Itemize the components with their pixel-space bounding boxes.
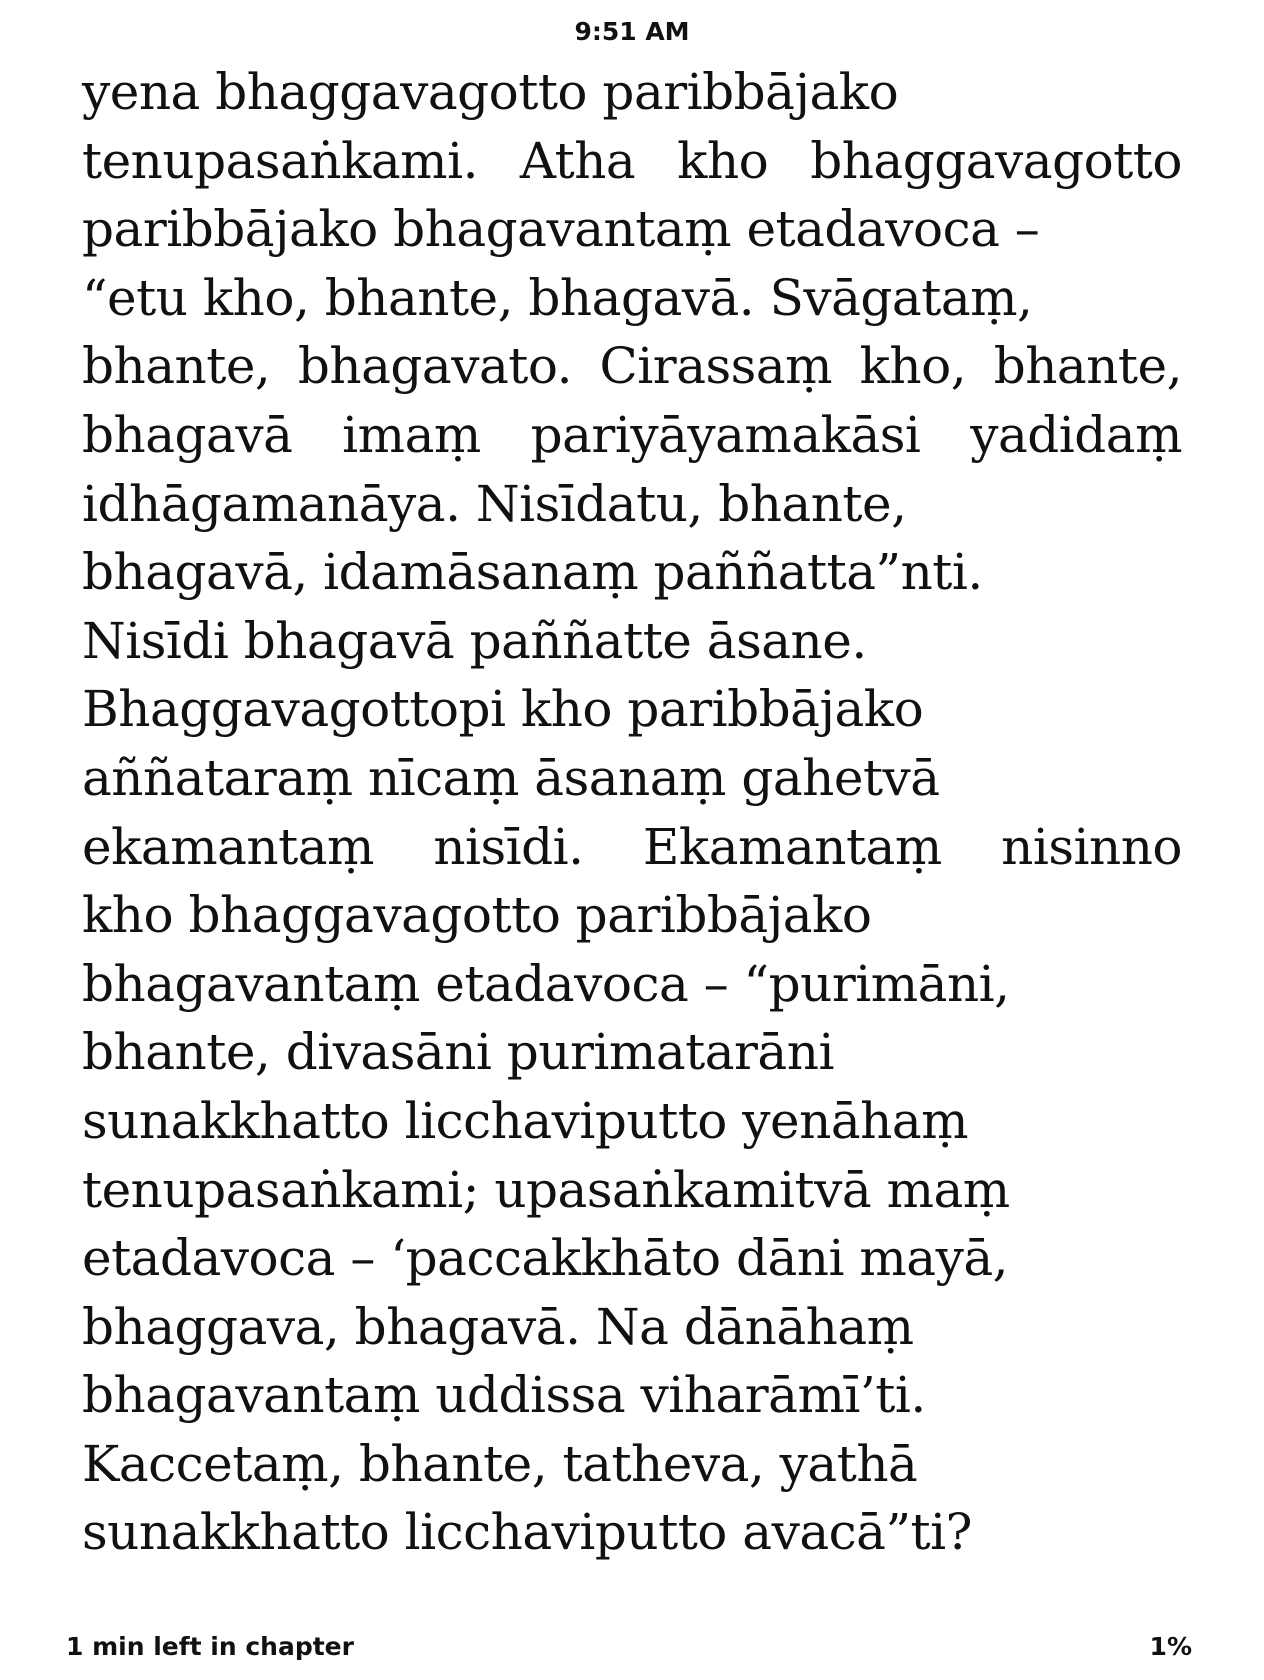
text-line: ekamantaṃ nisīdi. Ekamantaṃ nisinno <box>82 817 1182 876</box>
text-line: sunakkhatto licchaviputto yenāhaṃ <box>82 1091 969 1150</box>
text-line: Kaccetaṃ, bhante, tatheva, yathā <box>82 1434 918 1493</box>
text-line: Bhaggavagottopi kho paribbājako <box>82 680 924 739</box>
text-line: paribbājako bhagavantaṃ etadavoca – <box>82 200 1040 259</box>
text-line: aññataraṃ nīcaṃ āsanaṃ gahetvā <box>82 748 940 807</box>
text-line: bhante, bhagavato. Cirassaṃ kho, bhante, <box>82 337 1182 396</box>
text-line: yena bhaggavagotto paribbājako <box>82 63 899 121</box>
text-line: Nisīdi bhagavā paññatte āsane. <box>82 611 867 670</box>
reading-progress-footer[interactable] <box>0 1627 1264 1667</box>
text-line: bhagavantaṃ etadavoca – “purimāni, <box>82 954 1010 1013</box>
text-line: bhagavā imaṃ pariyāyamakāsi yadidaṃ <box>82 405 1182 464</box>
status-bar <box>0 14 1264 50</box>
text-line: bhaggava, bhagavā. Na dānāhaṃ <box>82 1297 914 1356</box>
text-line: bhagavantaṃ uddissa viharāmī’ti. <box>82 1366 926 1425</box>
text-line: tenupasaṅkami; upasaṅkamitvā maṃ <box>82 1160 1010 1219</box>
book-page-text[interactable] <box>82 58 1182 1567</box>
progress-percent: 1% <box>1149 1632 1192 1661</box>
text-line: sunakkhatto licchaviputto avacā”ti? <box>82 1503 972 1562</box>
text-line: “etu kho, bhante, bhagavā. Svāgataṃ, <box>82 268 1033 327</box>
text-line: idhāgamanāya. Nisīdatu, bhante, <box>82 474 907 533</box>
time-left-in-chapter[interactable]: 1 min left in chapter <box>66 1632 354 1661</box>
text-line: bhagavā, idamāsanaṃ paññatta”nti. <box>82 543 983 602</box>
clock: 9:51 AM <box>574 17 690 46</box>
text-line: kho bhaggavagotto paribbājako <box>82 886 872 945</box>
text-line: tenupasaṅkami. Atha kho bhaggavagotto <box>82 131 1182 190</box>
text-line: bhante, divasāni purimatarāni <box>82 1023 834 1082</box>
text-line: etadavoca – ‘paccakkhāto dāni mayā, <box>82 1229 1009 1288</box>
